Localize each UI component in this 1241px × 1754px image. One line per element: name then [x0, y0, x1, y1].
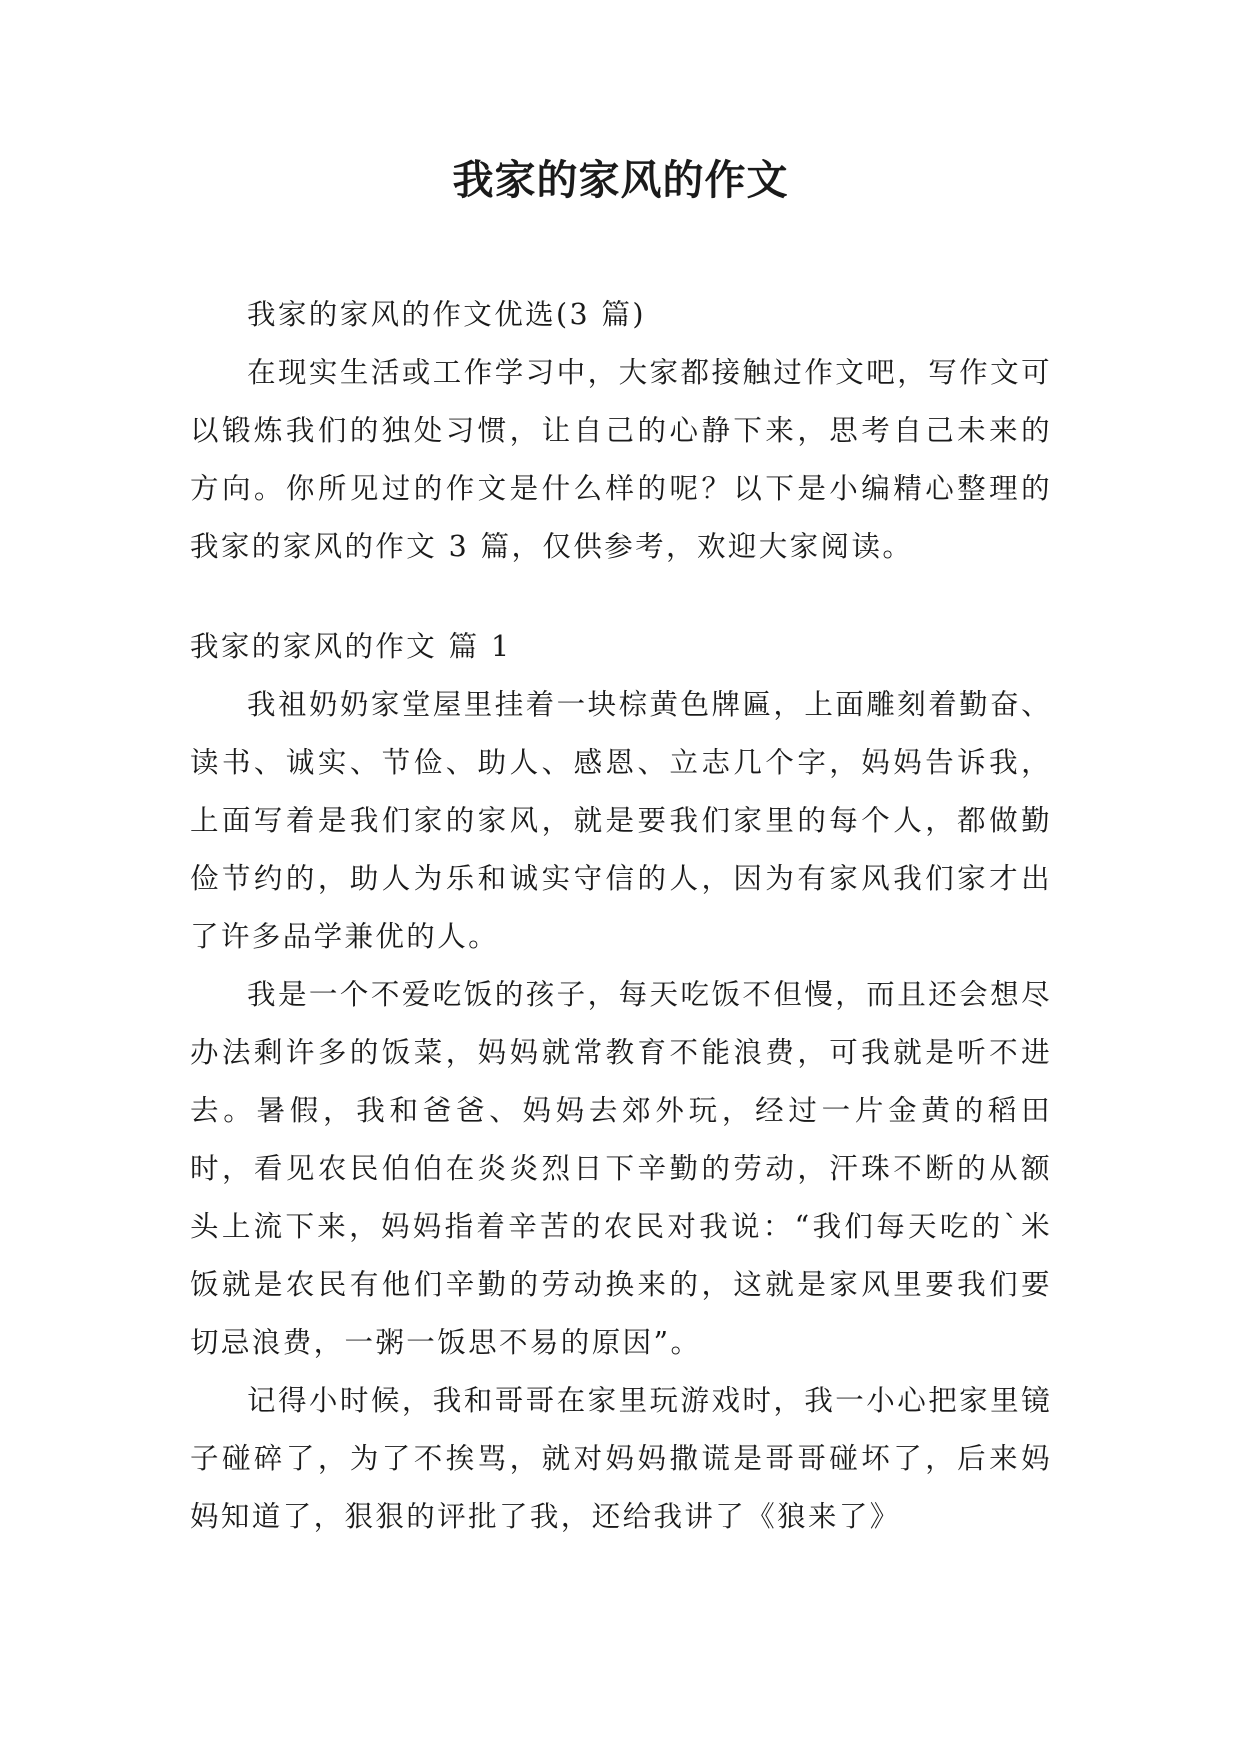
body-paragraph-2: 我是一个不爱吃饭的孩子，每天吃饭不但慢，而且还会想尽办法剩许多的饭菜，妈妈就常教育不能浪费，可我就是听不进去。暑假，我和爸爸、妈妈去郊外玩，经过一片金黄的稻田时，看见农民伯伯在炎炎烈日下辛勤的劳动，汗珠不断的从额头上流下来，妈妈指着辛苦的农民对我说：“我们每天吃的`米饭就是农民有他们辛勤的劳动换来的，这就是家风里要我们要切忌浪费，一粥一饭思不易的原因”。	[190, 978, 1052, 1359]
section-heading: 我家的家风的作文 篇 1	[190, 630, 512, 663]
intro-paragraph: 在现实生活或工作学习中，大家都接触过作文吧，写作文可以锻炼我们的独处习惯，让自己的心静下来，思考自己未来的方向。你所见过的作文是什么样的呢？以下是小编精心整理的我家的家风的作文 3 篇，仅供参考，欢迎大家阅读。	[190, 356, 1052, 563]
document-title: 我家的家风的作文	[452, 156, 789, 204]
body-paragraph-1: 我祖奶奶家堂屋里挂着一块棕黄色牌匾，上面雕刻着勤奋、读书、诚实、节俭、助人、感恩、立志几个字，妈妈告诉我，上面写着是我们家的家风，就是要我们家里的每个人，都做勤俭节约的，助人为乐和诚实守信的人，因为有家风我们家才出了许多品学兼优的人。	[190, 688, 1052, 953]
document-subtitle: 我家的家风的作文优选(3 篇)	[247, 298, 646, 331]
body-paragraph-3: 记得小时候，我和哥哥在家里玩游戏时，我一小心把家里镜子碰碎了，为了不挨骂，就对妈妈撒谎是哥哥碰坏了，后来妈妈知道了，狠狠的评批了我，还给我讲了《狼来了》	[190, 1384, 1052, 1533]
document-body	[190, 286, 1052, 1546]
